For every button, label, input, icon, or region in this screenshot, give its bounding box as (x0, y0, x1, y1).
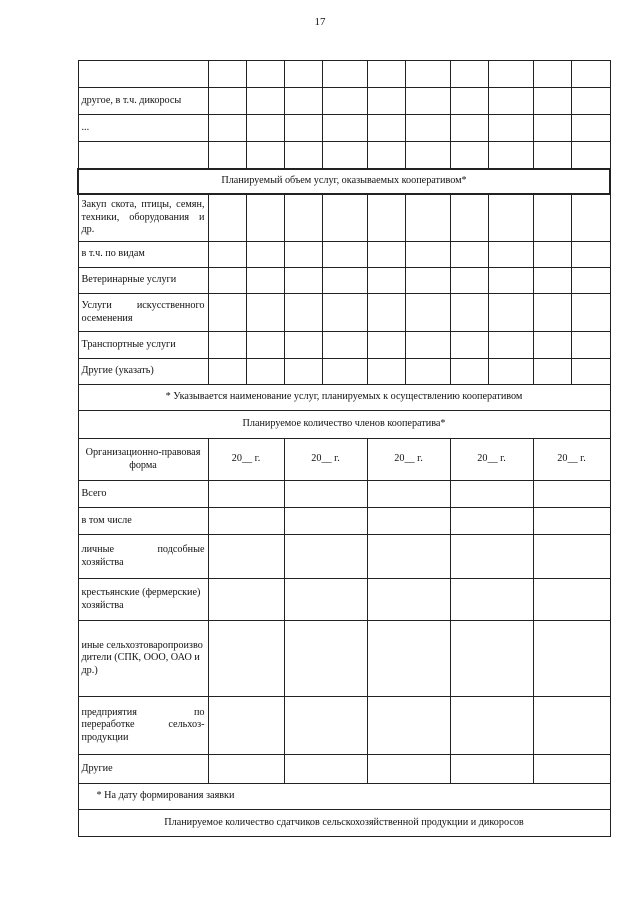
row-label: в т.ч. по видам (78, 242, 208, 268)
table-cell (367, 535, 450, 579)
table-cell (450, 621, 533, 697)
table-cell (533, 332, 571, 359)
table-cell (322, 294, 367, 332)
suppliers-section-title: Планируемое количество сдатчиков сельскохозяйственной продукции и дикоросов (78, 810, 610, 837)
table-cell (208, 294, 246, 332)
table-cell (367, 61, 405, 88)
table-row (78, 481, 610, 508)
table-cell (208, 621, 284, 697)
table-cell (284, 755, 367, 784)
table-cell (533, 142, 571, 169)
table-cell (284, 115, 322, 142)
table-cell (284, 268, 322, 294)
table-cell (405, 194, 450, 242)
table-cell (322, 268, 367, 294)
table-cell (571, 142, 610, 169)
table-cell (450, 242, 488, 268)
table-row (78, 697, 610, 755)
table-cell (533, 481, 610, 508)
members-section-title: Планируемое количество членов кооператива* (78, 411, 610, 439)
table-row (78, 411, 610, 439)
table-cell (450, 332, 488, 359)
table-cell (367, 268, 405, 294)
table-cell (488, 61, 533, 88)
table-cell (533, 579, 610, 621)
table-cell (246, 88, 284, 115)
table-cell (488, 242, 533, 268)
table-cell (488, 142, 533, 169)
table-cell (533, 359, 571, 385)
table-cell (533, 621, 610, 697)
table-cell (571, 242, 610, 268)
year-header: 20__ г. (208, 439, 284, 481)
table-cell (405, 115, 450, 142)
members-header-label: Организационно-правовая форма (78, 439, 208, 481)
table-cell (367, 115, 405, 142)
table-cell (284, 294, 322, 332)
table-row (78, 194, 610, 242)
table-cell (405, 268, 450, 294)
table-cell (246, 294, 284, 332)
row-label: другое, в т.ч. дикоросы (78, 88, 208, 115)
table-cell (533, 697, 610, 755)
planning-form-table (77, 60, 611, 837)
table-cell (367, 579, 450, 621)
table-cell (450, 142, 488, 169)
table-row (78, 268, 610, 294)
table-cell (246, 194, 284, 242)
table-cell (533, 88, 571, 115)
services-footnote: * Указывается наименование услуг, планируемых к осуществлению кооперативом (78, 385, 610, 411)
table-cell (488, 194, 533, 242)
table-cell (450, 268, 488, 294)
table-cell (208, 535, 284, 579)
table-row (78, 508, 610, 535)
table-cell (208, 194, 246, 242)
table-cell (571, 359, 610, 385)
table-cell (367, 508, 450, 535)
table-cell (450, 579, 533, 621)
table-cell (322, 88, 367, 115)
row-label: Другие (78, 755, 208, 784)
table-cell (246, 359, 284, 385)
table-cell (571, 88, 610, 115)
table-cell (367, 142, 405, 169)
table-cell (450, 88, 488, 115)
table-cell (450, 194, 488, 242)
table-row (78, 755, 610, 784)
table-row (78, 810, 610, 837)
row-label: Всего (78, 481, 208, 508)
table-cell (284, 579, 367, 621)
table-cell (367, 359, 405, 385)
table-cell (571, 294, 610, 332)
table-cell (208, 359, 246, 385)
table-row (78, 142, 610, 169)
table-row (78, 61, 610, 88)
year-header: 20__ г. (284, 439, 367, 481)
table-cell (571, 332, 610, 359)
row-label: личные подсобные хозяйства (78, 535, 208, 579)
table-cell (571, 61, 610, 88)
table-cell (488, 268, 533, 294)
table-cell (208, 508, 284, 535)
table-cell (284, 242, 322, 268)
table-cell (405, 142, 450, 169)
row-label: предприятия по переработке сельхоз-продукции (78, 697, 208, 755)
table-cell (284, 697, 367, 755)
table-cell (208, 332, 246, 359)
table-row (78, 385, 610, 411)
table-cell (405, 88, 450, 115)
table-cell (405, 242, 450, 268)
table-row (78, 535, 610, 579)
table-cell (322, 242, 367, 268)
table-cell (284, 194, 322, 242)
table-cell (571, 115, 610, 142)
table-cell (322, 61, 367, 88)
table-cell (533, 508, 610, 535)
table-cell (533, 294, 571, 332)
table-cell (571, 268, 610, 294)
row-label: Другие (указать) (78, 359, 208, 385)
members-footnote: * На дату формирования заявки (78, 784, 610, 810)
row-label: ... (78, 115, 208, 142)
table-cell (284, 332, 322, 359)
table-cell (284, 61, 322, 88)
table-cell (322, 142, 367, 169)
table-cell (533, 61, 571, 88)
table-row (78, 88, 610, 115)
table-row (78, 115, 610, 142)
table-cell (367, 294, 405, 332)
row-label: Закуп скота, птицы, семян, техники, оборудования и др. (78, 194, 208, 242)
table-cell (405, 294, 450, 332)
table-cell (533, 242, 571, 268)
row-label (78, 61, 208, 88)
table-cell (450, 61, 488, 88)
table-cell (284, 359, 322, 385)
table-cell (367, 332, 405, 359)
row-label: Ветеринарные услуги (78, 268, 208, 294)
table-cell (322, 332, 367, 359)
table-cell (450, 697, 533, 755)
row-label: Услуги искусственного осеменения (78, 294, 208, 332)
table-cell (208, 88, 246, 115)
table-row (78, 621, 610, 697)
table-cell (208, 142, 246, 169)
row-label: Транспортные услуги (78, 332, 208, 359)
table-cell (450, 755, 533, 784)
table-cell (367, 697, 450, 755)
table-row (78, 579, 610, 621)
table-cell (367, 194, 405, 242)
year-header: 20__ г. (533, 439, 610, 481)
row-label (78, 142, 208, 169)
table-cell (488, 359, 533, 385)
table-cell (405, 359, 450, 385)
table-cell (450, 115, 488, 142)
table-cell (571, 194, 610, 242)
table-cell (450, 294, 488, 332)
table-cell (533, 755, 610, 784)
row-label: в том числе (78, 508, 208, 535)
table-cell (367, 621, 450, 697)
table-cell (208, 481, 284, 508)
table-cell (367, 755, 450, 784)
table-cell (208, 115, 246, 142)
table-cell (367, 242, 405, 268)
table-row (78, 439, 610, 481)
table-cell (246, 115, 284, 142)
table-cell (246, 142, 284, 169)
table-cell (450, 481, 533, 508)
table-row (78, 242, 610, 268)
table-cell (284, 88, 322, 115)
table-cell (405, 61, 450, 88)
table-cell (208, 242, 246, 268)
page-number: 17 (314, 16, 326, 28)
table-cell (208, 755, 284, 784)
year-header: 20__ г. (450, 439, 533, 481)
table-cell (533, 268, 571, 294)
table-cell (246, 61, 284, 88)
table-cell (322, 359, 367, 385)
table-cell (450, 359, 488, 385)
row-label: иные сельхозтоваропроизводители (СПК, ООО, ОАО и др.) (78, 621, 208, 697)
table-row (78, 169, 610, 194)
table-cell (322, 115, 367, 142)
table-cell (533, 535, 610, 579)
table-cell (284, 535, 367, 579)
table-cell (246, 332, 284, 359)
table-cell (367, 88, 405, 115)
table-cell (208, 268, 246, 294)
row-label: крестьянские (фермерские) хозяйства (78, 579, 208, 621)
table-cell (208, 61, 246, 88)
table-cell (284, 508, 367, 535)
table-cell (533, 194, 571, 242)
table-cell (284, 621, 367, 697)
table-cell (533, 115, 571, 142)
table-cell (208, 697, 284, 755)
table-row (78, 294, 610, 332)
table-cell (450, 535, 533, 579)
table-row (78, 332, 610, 359)
table-row (78, 784, 610, 810)
table-cell (405, 332, 450, 359)
table-cell (450, 508, 533, 535)
table-cell (488, 88, 533, 115)
year-header: 20__ г. (367, 439, 450, 481)
services-section-title: Планируемый объем услуг, оказываемых кооперативом* (78, 169, 610, 194)
table-cell (488, 115, 533, 142)
table-cell (246, 242, 284, 268)
table-cell (284, 142, 322, 169)
table-cell (488, 332, 533, 359)
table-row (78, 359, 610, 385)
table-cell (322, 194, 367, 242)
table-cell (488, 294, 533, 332)
table-cell (367, 481, 450, 508)
table-cell (208, 579, 284, 621)
table-cell (284, 481, 367, 508)
table-cell (246, 268, 284, 294)
